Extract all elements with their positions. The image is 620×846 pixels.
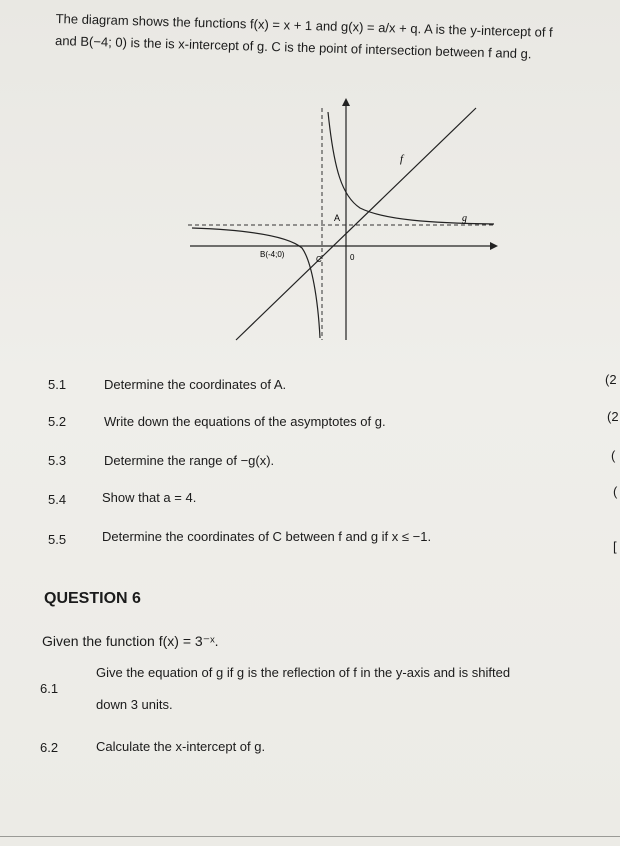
question-number-5-2: 5.2 [48,414,67,429]
curve-g-right [328,112,494,224]
page-bottom-rule [0,836,620,837]
question-text-6-2: Calculate the x-intercept of g. [96,739,266,754]
question-number-6-2: 6.2 [40,740,59,755]
question-number-5-4: 5.4 [48,492,67,507]
question-text-5-4: Show that a = 4. [102,490,197,505]
intro-line-1: The diagram shows the functions f(x) = x + 1 and g(x) = a/x + q. A is the y-intercept of f [55,10,553,40]
label-B: B(-4;0) [260,250,285,259]
question-text-5-3: Determine the range of −g(x). [104,453,275,468]
question-mark-5-2: (2 [607,409,619,424]
question-text-6-1-line1: Give the equation of g if g is the reflection of f in the y-axis and is shifted [96,665,511,680]
label-A: A [334,213,341,223]
question-text-5-2: Write down the equations of the asymptotes of g. [104,414,386,429]
question-6-given: Given the function f(x) = 3⁻ˣ. [42,633,219,649]
label-C: C [316,255,322,264]
question-text-5-5: Determine the coordinates of C between f and g if x ≤ −1. [102,529,432,544]
question-number-6-1: 6.1 [40,681,59,696]
question-number-5-3: 5.3 [48,453,67,468]
x-axis-arrow [490,242,498,250]
question-mark-5-4: ( [613,484,618,499]
question-mark-5-5: [ [613,539,617,554]
intro-line-2: and B(−4; 0) is the is x-intercept of g. C is the point of intersection between f and g. [54,32,532,62]
question-number-5-5: 5.5 [48,532,67,547]
question-mark-5-3: ( [611,448,616,463]
label-g: g [462,213,467,224]
question-6-heading: QUESTION 6 [44,590,141,607]
question-text-6-1-line2: down 3 units. [96,697,173,712]
question-mark-5-1: (2 [605,372,617,387]
label-f: f [400,153,404,165]
label-origin: 0 [350,253,355,262]
question-number-5-1: 5.1 [48,377,67,392]
line-f [236,108,476,340]
question-text-5-1: Determine the coordinates of A. [104,377,287,392]
y-axis-arrow [342,98,350,106]
